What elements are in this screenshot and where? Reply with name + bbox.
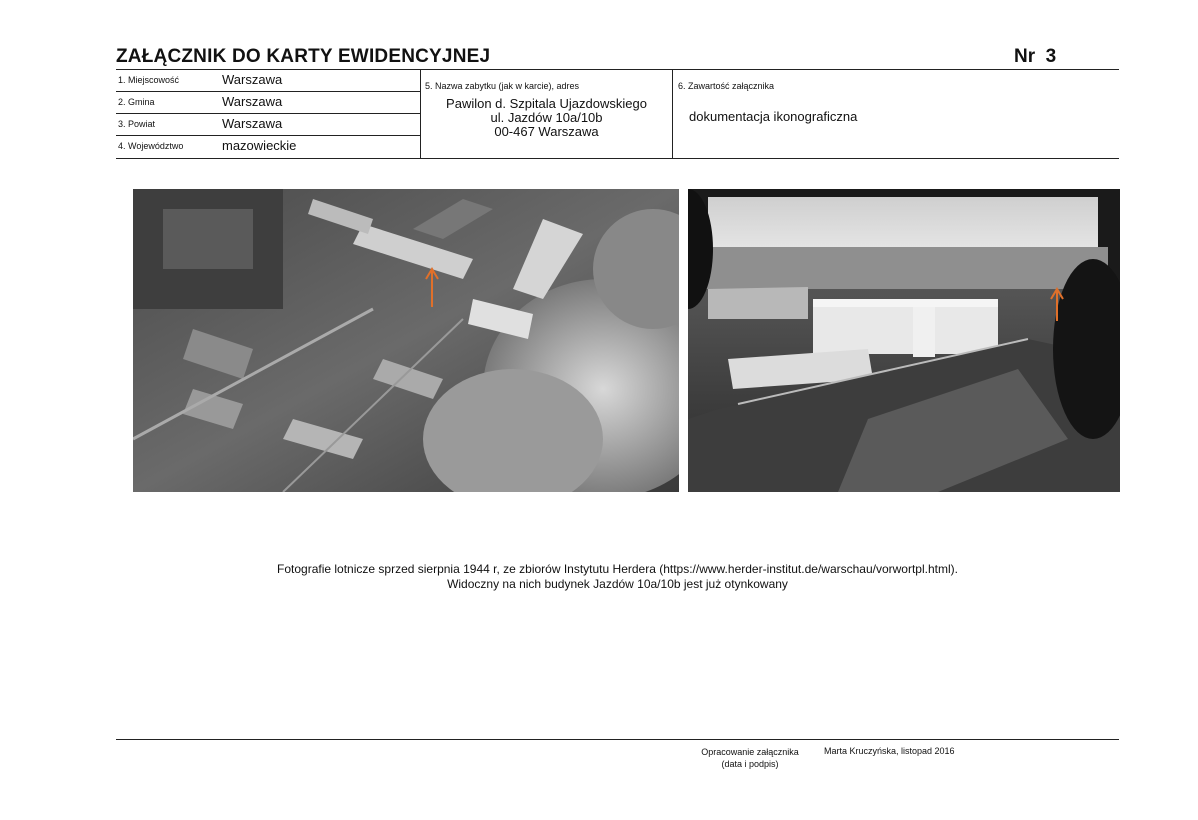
caption-line-2: Widoczny na nich budynek Jazdów 10a/10b jest już otynkowany [447,577,788,591]
monument-street: ul. Jazdów 10a/10b [490,110,603,125]
aerial-photo-2 [688,189,1120,492]
monument-name: Pawilon d. Szpitala Ujazdowskiego [446,96,647,111]
caption-line-1: Fotografie lotnicze sprzed sierpnia 1944 r, ze zbiorów Instytutu Herdera (https://www.herder-institut.de/warschau/vorwortpl.html). [277,562,958,576]
prepared-by-line-1: Opracowanie załącznika [701,747,799,757]
title: ZAŁĄCZNIK DO KARTY EWIDENCYJNEJ [116,46,491,67]
footer-divider [116,739,1119,740]
location-label: 2. Gmina [118,97,155,107]
author-signature: Marta Kruczyńska, listopad 2016 [824,746,955,756]
contents-column [673,70,1119,158]
aerial-photo-2-image [688,189,1120,492]
monument-column [421,70,673,158]
monument-postal: 00-467 Warszawa [494,124,599,139]
prepared-by-line-2: (data i podpis) [721,759,779,769]
attachment-number: Nr 3 [1014,46,1057,67]
location-value: mazowieckie [222,138,297,153]
header-table [116,69,1119,159]
location-row [116,136,420,157]
location-label: 4. Województwo [118,141,184,151]
location-label: 1. Miejscowość [118,75,180,85]
location-label: 3. Powiat [118,119,156,129]
location-row [116,70,420,92]
aerial-photo-1 [133,189,679,492]
location-value: Warszawa [222,94,283,109]
contents-label: 6. Zawartość załącznika [678,81,775,91]
location-value: Warszawa [222,116,283,131]
prepared-by-label [692,746,808,770]
location-row [116,92,420,114]
location-row [116,114,420,136]
location-column [116,70,421,158]
aerial-photo-1-image [133,189,679,492]
monument-address [421,97,672,139]
monument-label: 5. Nazwa zabytku (jak w karcie), adres [425,81,580,91]
caption [116,562,1119,592]
location-value: Warszawa [222,72,283,87]
contents-value: dokumentacja ikonograficzna [689,109,858,124]
